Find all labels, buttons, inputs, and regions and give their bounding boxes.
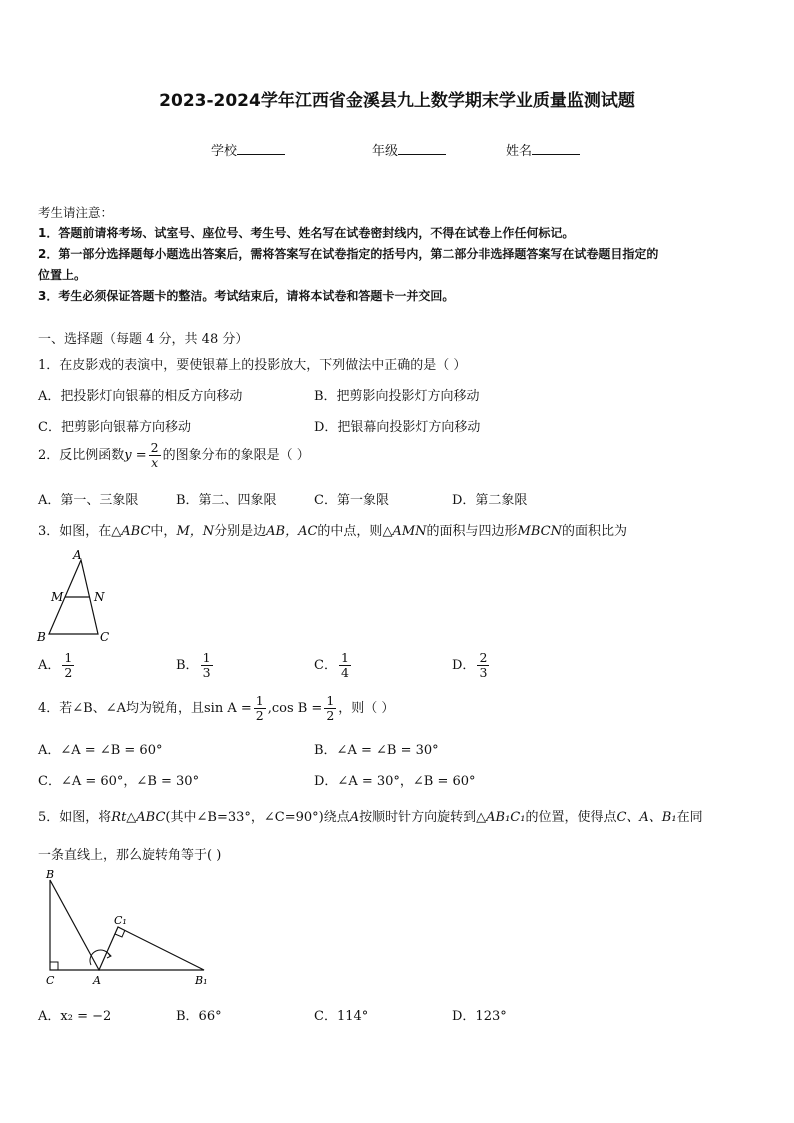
label-a: A	[93, 974, 101, 987]
grade-label: 年级	[372, 144, 399, 159]
q1-option-c[interactable]: C．把剪影向银幕方向移动	[38, 420, 191, 435]
exam-title: 2023-2024学年江西省金溪县九上数学期末学业质量监测试题	[159, 91, 635, 111]
label-c: C	[100, 630, 110, 644]
q3-stem-part: 分别是边	[214, 524, 267, 539]
name-label: 姓名	[506, 144, 533, 159]
right-angle-c	[50, 962, 58, 970]
q3-option-a[interactable]	[38, 651, 76, 680]
school-label: 学校	[211, 144, 238, 159]
frac-den: 2	[255, 707, 264, 723]
q5-option-b[interactable]: B．66°	[176, 1009, 222, 1024]
triangle-ab1c1	[99, 927, 204, 970]
q4-stem-part: 4．若∠B、∠A均为锐角，且	[38, 700, 204, 716]
q3-sides: AB，AC	[266, 524, 318, 539]
label-c: C	[46, 974, 55, 987]
label-b: B	[37, 630, 46, 644]
label-c1: C₁	[114, 914, 127, 927]
label-m: M	[51, 590, 64, 604]
q3-option-b[interactable]	[176, 651, 215, 680]
q3-triangle: △ABC	[111, 524, 151, 539]
label-a: A	[73, 548, 82, 562]
frac-den: 3	[479, 664, 488, 680]
q1-option-d[interactable]: D．把银幕向投影灯方向移动	[314, 420, 481, 435]
grade-field	[372, 140, 446, 159]
q4-option-c[interactable]: C．∠A = 60°，∠B = 30°	[38, 774, 200, 789]
q2-suffix: 的图象分布的象限是（ ）	[162, 447, 310, 463]
q3-option-d[interactable]	[452, 651, 491, 680]
q5-rt-triangle: Rt△ABC	[111, 810, 166, 825]
frac-num: 1	[64, 650, 73, 665]
label-b: B	[46, 868, 55, 881]
school-blank	[237, 143, 285, 155]
rotation-arrow-icon	[107, 953, 111, 958]
q5-collinear-points: C、A、B₁	[616, 810, 677, 825]
q2-option-a[interactable]: A．第一、三象限	[38, 493, 139, 508]
name-field	[506, 140, 580, 159]
frac-num: 1	[202, 650, 211, 665]
q5-target-triangle: △AB₁C₁	[476, 810, 526, 825]
q4-cos: ,cos B =	[267, 700, 323, 716]
notice-item: 位置上。	[38, 268, 87, 282]
q5-option-d[interactable]: D．123°	[452, 1009, 507, 1024]
section-heading: 一、选择题（每题 4 分，共 48 分）	[38, 332, 249, 347]
option-fraction	[339, 651, 351, 680]
q4-sin-fraction	[254, 694, 266, 723]
q2-prefix: 2．反比例函数	[38, 447, 125, 463]
q3-stem	[38, 520, 627, 539]
q4-stem-part: ，则（ ）	[338, 700, 395, 716]
q3-triangle-figure	[34, 546, 124, 646]
name-blank	[532, 143, 580, 155]
q4-cos-fraction	[324, 694, 336, 723]
frac-num: 1	[340, 650, 349, 665]
q5-stem-part: 按顺时针方向旋转到	[359, 810, 477, 825]
q5-pivot: A	[349, 810, 360, 825]
q2-option-d[interactable]: D．第二象限	[452, 493, 528, 508]
frac-den: 4	[340, 664, 349, 680]
notice-item: 2．第一部分选择题每小题选出答案后，需将答案写在试卷指定的括号内，第二部分非选择题答案写在试卷题目指定的	[38, 247, 659, 261]
notice-item: 1．答题前请将考场、试室号、座位号、考生号、姓名写在试卷密封线内，不得在试卷上作任何标记。	[38, 226, 575, 240]
q2-den: x	[151, 454, 159, 470]
frac-num: 1	[255, 693, 264, 708]
q5-stem-part: 的位置，使得点	[525, 810, 617, 825]
label-n: N	[94, 590, 105, 604]
notice-heading: 考生请注意：	[38, 205, 114, 220]
option-label: D．	[452, 657, 476, 673]
grade-blank	[398, 143, 446, 155]
q3-small-triangle: △AMN	[382, 524, 427, 539]
q2-func-lhs: y =	[124, 447, 147, 463]
frac-den: 2	[64, 664, 73, 680]
frac-den: 2	[326, 707, 335, 723]
option-label: C．	[314, 657, 337, 673]
frac-num: 2	[479, 650, 488, 665]
q2-stem	[38, 441, 310, 470]
option-fraction	[62, 651, 74, 680]
q2-fraction	[149, 441, 161, 470]
q3-stem-part: 的面积与四边形	[426, 524, 518, 539]
q3-stem-part: 的中点，则	[317, 524, 383, 539]
q1-stem: 1．在皮影戏的表演中，要使银幕上的投影放大，下列做法中正确的是（ ）	[38, 358, 467, 373]
q5-rotation-figure	[40, 866, 220, 990]
q3-stem-part: 3．如图，在	[38, 524, 112, 539]
q4-option-a[interactable]: A．∠A = ∠B = 60°	[38, 743, 163, 758]
q2-num: 2	[150, 440, 159, 455]
q3-points: M，N	[176, 524, 215, 539]
q5-stem-part: 5．如图，将	[38, 810, 112, 825]
q1-option-a[interactable]: A．把投影灯向银幕的相反方向移动	[38, 389, 243, 404]
q3-quadrilateral: MBCN	[517, 524, 562, 539]
q4-stem	[38, 694, 394, 723]
label-b1: B₁	[195, 974, 208, 987]
q3-stem-part: 的面积比为	[561, 524, 627, 539]
q3-stem-part: 中，	[150, 524, 177, 539]
frac-num: 1	[326, 693, 335, 708]
q5-stem-part: 在同	[676, 810, 703, 825]
q4-option-b[interactable]: B．∠A = ∠B = 30°	[314, 743, 439, 758]
q2-option-c[interactable]: C．第一象限	[314, 493, 389, 508]
school-field	[211, 140, 285, 159]
q5-option-c[interactable]: C．114°	[314, 1009, 369, 1024]
q5-stem-part: (其中∠B=33°，∠C=90°)绕点	[165, 810, 350, 825]
q4-option-d[interactable]: D．∠A = 30°，∠B = 60°	[314, 774, 476, 789]
option-label: B．	[176, 657, 199, 673]
q4-sin: sin A =	[204, 700, 252, 716]
q5-stem-line2: 一条直线上，那么旋转角等于( )	[38, 848, 222, 863]
notice-item: 3．考生必须保证答题卡的整洁。考试结束后，请将本试卷和答题卡一并交回。	[38, 289, 455, 303]
option-fraction	[477, 651, 489, 680]
triangle-abc	[50, 880, 99, 970]
q2-option-b[interactable]: B．第二、四象限	[176, 493, 277, 508]
option-label: A．	[38, 657, 61, 673]
q1-option-b[interactable]: B．把剪影向投影灯方向移动	[314, 389, 480, 404]
q5-option-a[interactable]: A．x₂ = −2	[38, 1009, 112, 1024]
frac-den: 3	[202, 664, 211, 680]
option-fraction	[201, 651, 213, 680]
q5-stem	[38, 806, 703, 825]
q3-option-c[interactable]	[314, 651, 353, 680]
